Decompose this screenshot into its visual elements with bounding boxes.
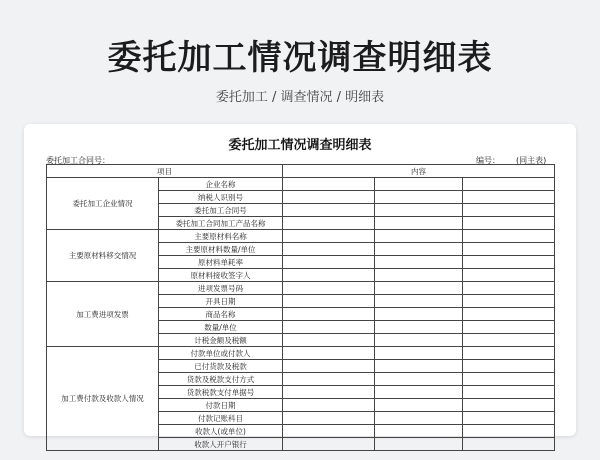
page-subtitle: 委托加工 / 调查情况 / 明细表 [215,90,385,105]
content-cell[interactable] [463,217,555,230]
content-cell[interactable] [283,399,375,412]
content-cell[interactable] [375,373,463,386]
content-cell[interactable] [283,321,375,334]
content-cell[interactable] [463,191,555,204]
table-row [47,282,555,295]
content-cell[interactable] [283,386,375,399]
content-cell[interactable] [375,308,463,321]
content-cell[interactable] [463,204,555,217]
content-cell[interactable] [375,425,463,438]
item-label: 货款税款支付单据号 [159,386,283,399]
content-cell[interactable] [375,217,463,230]
content-cell[interactable] [375,269,463,282]
item-label: 数量/单位 [159,321,283,334]
header-content: 内容 [283,165,555,178]
item-label: 主要原材料名称 [159,230,283,243]
item-label: 付款日期 [159,399,283,412]
content-cell[interactable] [283,425,375,438]
detail-table [46,164,555,451]
content-cell[interactable] [375,386,463,399]
content-cell[interactable] [463,243,555,256]
content-cell[interactable] [463,295,555,308]
content-cell[interactable] [375,282,463,295]
content-cell[interactable] [463,321,555,334]
content-cell[interactable] [463,308,555,321]
content-cell[interactable] [463,334,555,347]
item-label: 开具日期 [159,295,283,308]
header-item: 项目 [47,165,283,178]
item-label: 原材料接收签字人 [159,269,283,282]
item-label: 企业名称 [159,178,283,191]
content-cell[interactable] [283,373,375,386]
sheet-title: 委托加工情况调查明细表 [228,138,372,153]
content-cell[interactable] [375,334,463,347]
page-title: 委托加工情况调查明细表 [107,38,493,78]
content-cell[interactable] [283,243,375,256]
content-cell[interactable] [463,282,555,295]
item-label: 货款及税款支付方式 [159,373,283,386]
content-cell[interactable] [283,334,375,347]
content-cell[interactable] [463,178,555,191]
content-cell[interactable] [375,399,463,412]
content-cell[interactable] [463,269,555,282]
content-cell[interactable] [463,347,555,360]
contract-number-label: 委托加工合同号： [46,156,110,165]
content-cell[interactable] [463,425,555,438]
content-cell[interactable] [463,230,555,243]
content-cell[interactable] [375,243,463,256]
item-label: 原材料单耗率 [159,256,283,269]
number-label: 编号： [476,156,500,165]
content-cell[interactable] [375,178,463,191]
table-header-row [47,165,555,178]
content-cell[interactable] [283,269,375,282]
content-cell[interactable] [463,256,555,269]
group-label: 加工费进项发票 [47,282,159,347]
content-cell[interactable] [283,230,375,243]
content-cell[interactable] [463,438,555,451]
content-cell[interactable] [283,308,375,321]
content-cell[interactable] [463,412,555,425]
content-cell[interactable] [283,360,375,373]
item-label: 付款记账科目 [159,412,283,425]
content-cell[interactable] [283,217,375,230]
content-cell[interactable] [283,438,375,451]
group-label: 加工费付款及收款人情况 [47,347,159,451]
content-cell[interactable] [375,191,463,204]
content-cell[interactable] [375,204,463,217]
item-label: 收款人开户银行 [159,438,283,451]
content-cell[interactable] [283,178,375,191]
content-cell[interactable] [283,295,375,308]
group-label: 主要原材料移交情况 [47,230,159,282]
content-cell[interactable] [375,230,463,243]
content-cell[interactable] [283,204,375,217]
content-cell[interactable] [375,438,463,451]
content-cell[interactable] [283,282,375,295]
content-cell[interactable] [283,191,375,204]
item-label: 纳税人识别号 [159,191,283,204]
item-label: 收款人(或单位) [159,425,283,438]
content-cell[interactable] [375,347,463,360]
item-label: 进项发票号码 [159,282,283,295]
content-cell[interactable] [463,373,555,386]
group-label: 委托加工企业情况 [47,178,159,230]
item-label: 商品名称 [159,308,283,321]
content-cell[interactable] [375,412,463,425]
content-cell[interactable] [463,399,555,412]
content-cell[interactable] [375,321,463,334]
content-cell[interactable] [463,386,555,399]
content-cell[interactable] [283,347,375,360]
table-row [47,178,555,191]
item-label: 计税金额及税额 [159,334,283,347]
unit-note: (同主表) [516,156,547,165]
table-row [47,347,555,360]
content-cell[interactable] [283,256,375,269]
content-cell[interactable] [283,412,375,425]
content-cell[interactable] [375,256,463,269]
item-label: 已付货款及税款 [159,360,283,373]
item-label: 委托加工合同加工产品名称 [159,217,283,230]
content-cell[interactable] [463,360,555,373]
content-cell[interactable] [375,295,463,308]
content-cell[interactable] [375,360,463,373]
item-label: 委托加工合同号 [159,204,283,217]
document-sheet [24,124,576,449]
item-label: 主要原材料数量/单位 [159,243,283,256]
table-row [47,230,555,243]
item-label: 付款单位或付款人 [159,347,283,360]
